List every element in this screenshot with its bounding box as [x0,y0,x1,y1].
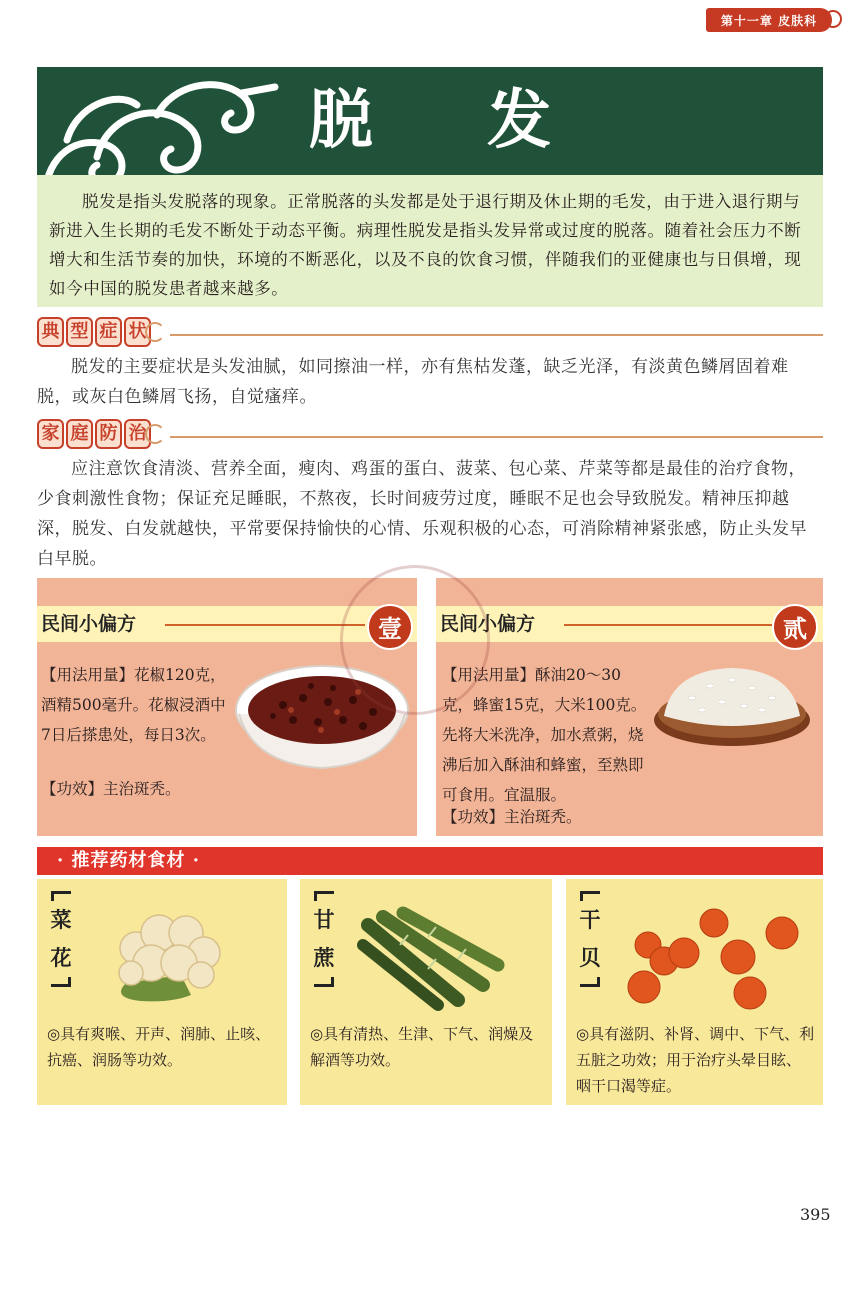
symptoms-text: 脱发的主要症状是头发油腻，如同擦油一样，亦有焦枯发蓬，缺乏光泽，有淡黄色鳞屑固着难脱，或灰白色鳞屑飞扬，自觉瘙痒。 [37,357,789,407]
effect-text: 主治斑秃。 [504,808,582,826]
rice-plate-image [652,662,812,752]
herb-description: ◎具有爽喉、开声、润肺、止咳、抗癌、润肠等功效。 [47,1025,271,1069]
chapter-tab [706,8,832,32]
herb-description: ◎具有清热、生津、下气、润燥及解酒等功效。 [310,1025,534,1069]
herb-card-sugarcane [300,879,552,1105]
heading-char: 典 [37,317,64,347]
cauliflower-image [101,903,231,1007]
page-title: 脱 发 [308,83,598,158]
remedy-usage [41,660,231,750]
herb-description: ◎具有滋阴、补肾、调中、下气、利五脏之功效；用于治疗头晕目眩、咽干口渴等症。 [576,1025,815,1095]
swirl-icon [145,424,165,444]
remedy-effect [442,802,814,832]
usage-label: 【用法用量】 [41,666,135,684]
badge-two: 贰 [772,604,818,650]
title-banner [37,67,823,175]
herb-name: 干 贝 [576,891,604,987]
herb-name: 甘 蔗 [310,891,338,987]
intro-paragraph: 脱发是指头发脱落的现象。正常脱落的头发都是处于退行期及休止期的毛发，由于进入退行期与新进入生长期的毛发不断处于动态平衡。病理性脱发是指头发异常或过度的脱落。随着社会压力不断增大和生活节奏的加快，环境的不断恶化，以及不良的饮食习惯，伴随我们的亚健康也与日俱增，现如今中国的脱发患者越来越多。 [37,175,823,307]
swirl-ornament-icon [824,10,842,28]
recommend-heading: · 推荐药材食材 · [57,850,201,871]
remedy-rule [165,624,365,626]
heading-char: 症 [95,317,122,347]
prevention-text: 应注意饮食清淡、营养全面，瘦肉、鸡蛋的蛋白、菠菜、包心菜、芹菜等都是最佳的治疗食物，少食刺激性食物；保证充足睡眠，不熬夜，长时间疲劳过度，睡眠不足也会导致脱发。精神压抑越深，脱发、白发就越快，平常要保持愉快的心情、乐观积极的心态，可消除精神紧张感，防止头发早白早脱。 [37,459,807,569]
herb-card-dried-scallop [566,879,823,1105]
dried-scallop-image [622,903,812,1015]
section-divider [170,334,823,336]
heading-char: 防 [95,419,122,449]
watermark-stamp [340,565,490,715]
effect-text: 主治斑秃。 [103,780,181,798]
remedy-title: 民间小偏方 [440,613,536,635]
remedy-card-2 [436,578,823,836]
heading-char: 治 [124,419,151,449]
remedy-title: 民间小偏方 [41,613,137,635]
heading-char: 型 [66,317,93,347]
recommend-bar [37,847,823,875]
chapter-label: 第十一章 皮肤科 [720,13,818,28]
herb-name: 菜 花 [47,891,75,987]
swirl-icon [145,322,165,342]
page-number: 395 [800,1205,831,1224]
effect-label: 【功效】 [41,780,104,798]
section-heading-symptoms [37,316,165,348]
herb-card-cauliflower [37,879,287,1105]
remedy-effect [41,774,231,804]
usage-label: 【用法用量】 [442,666,536,684]
section-heading-prevention [37,418,165,450]
usage-text: 花椒120克，酒精500毫升。花椒浸酒中7日后搽患处，每日3次。 [41,666,226,744]
sugarcane-image [358,905,508,1009]
heading-char: 庭 [66,419,93,449]
effect-label: 【功效】 [442,808,505,826]
heading-char: 状 [124,317,151,347]
usage-text: 酥油20～30克，蜂蜜15克，大米100克。先将大米洗净，加水煮粥，烧沸后加入酥油和蜂蜜，至熟即可食用。宜温服。 [442,666,647,804]
badge-one: 壹 [367,604,413,650]
remedy-rule [564,624,772,626]
heading-char: 家 [37,419,64,449]
section-divider [170,436,823,438]
